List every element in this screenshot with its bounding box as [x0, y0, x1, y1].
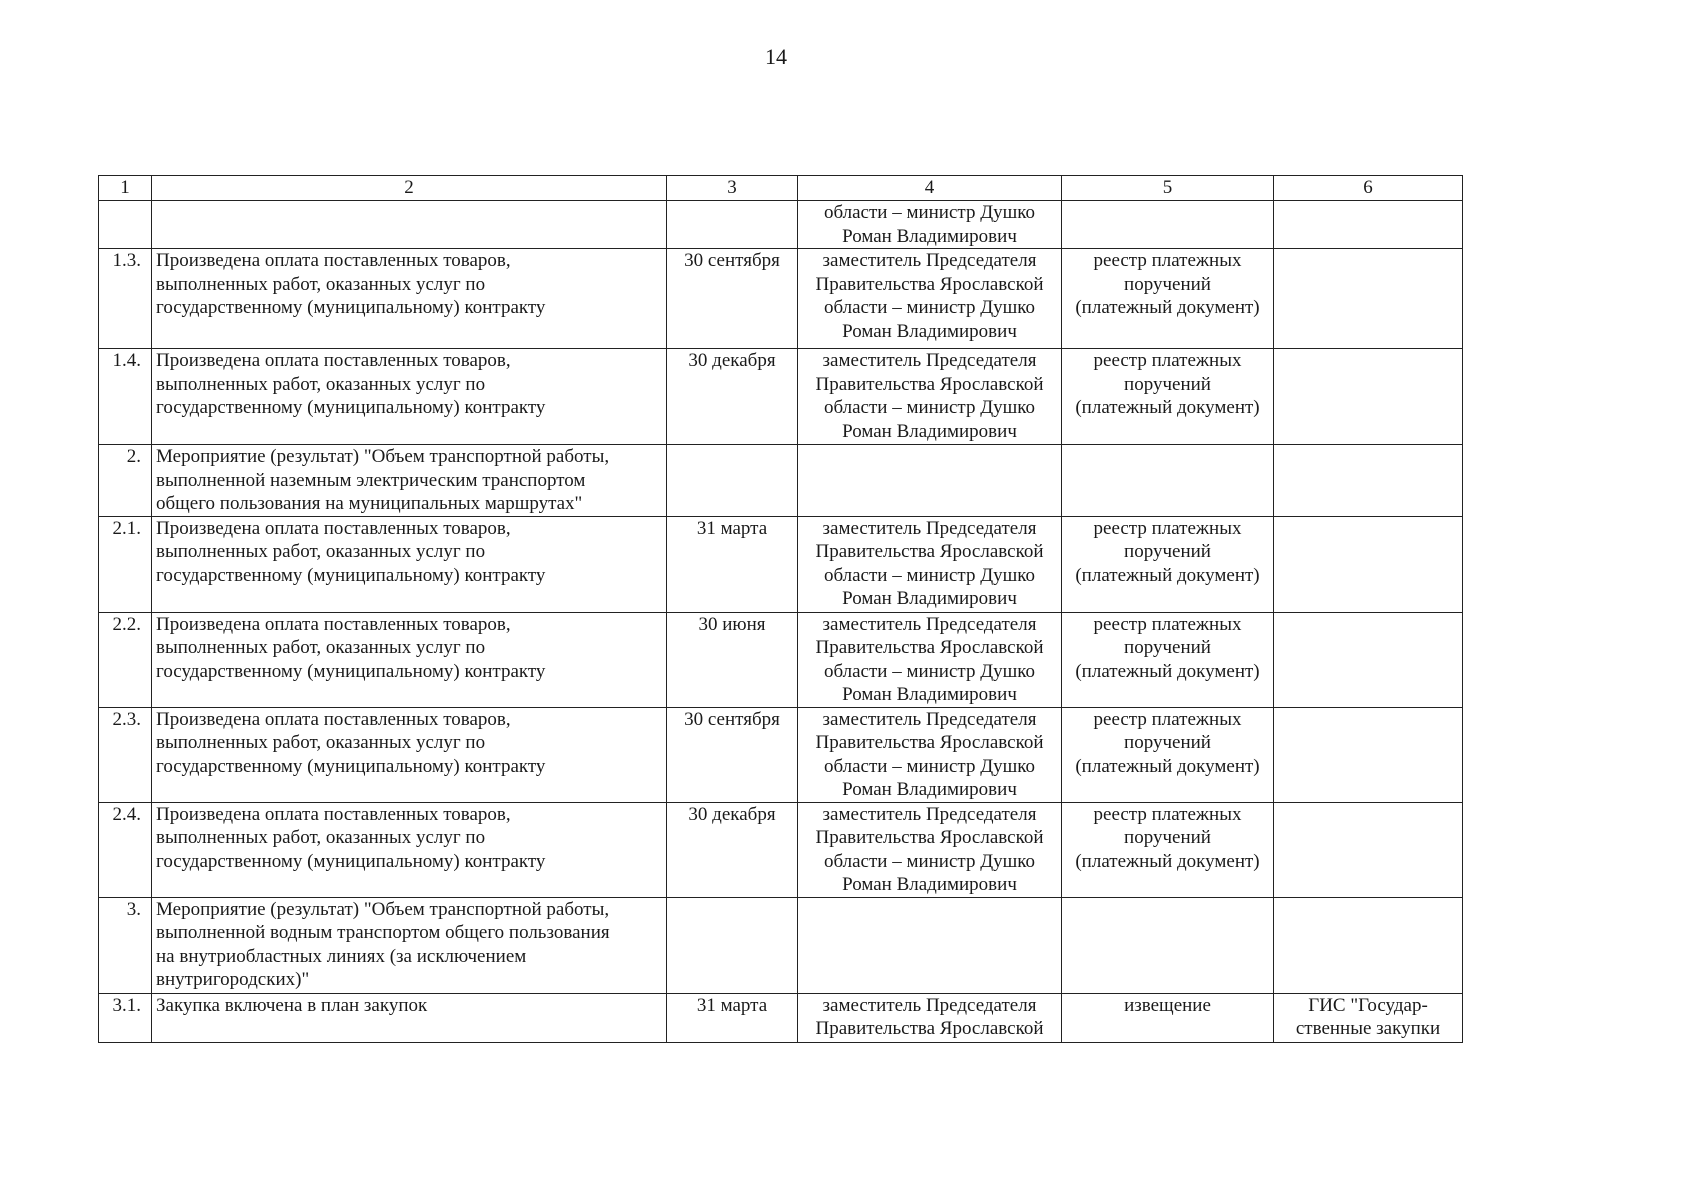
row-number-text: 1.3.	[112, 250, 141, 271]
row-responsible-text: заместитель Председателя Правительства Ярославской области – министр Душко Роман Владимирович	[815, 613, 1044, 705]
row-description	[152, 897, 667, 993]
row-document-text: извещение	[1124, 994, 1211, 1016]
row-deadline	[667, 897, 798, 993]
column-number-5: 5	[1062, 176, 1274, 201]
row-document-text: реестр платежных поручений (платежный документ)	[1075, 803, 1260, 872]
row-responsible	[798, 445, 1062, 517]
row-description	[152, 993, 667, 1042]
row-document-text: реестр платежных поручений (платежный документ)	[1075, 250, 1260, 318]
row-number-text: 3.1.	[112, 994, 141, 1016]
row-information-system	[1274, 201, 1463, 249]
row-number	[99, 993, 152, 1042]
column-number-row	[99, 176, 1463, 201]
row-description-text: Произведена оплата поставленных товаров, выполненных работ, оказанных услуг по государственному (муниципальному) контракту	[156, 350, 546, 418]
measures-table	[98, 175, 1463, 1043]
row-number-text: 2.	[126, 446, 141, 467]
row-responsible-text: заместитель Председателя Правительства Ярославской области – министр Душко Роман Владимирович	[815, 517, 1044, 609]
row-description	[152, 349, 667, 445]
row-deadline	[667, 802, 798, 897]
row-deadline-text: 30 июня	[698, 613, 766, 635]
row-deadline	[667, 445, 798, 517]
row-deadline	[667, 516, 798, 612]
row-number-text: 1.4.	[112, 350, 141, 371]
table-row	[99, 612, 1463, 707]
table-body	[99, 176, 1463, 1043]
row-document	[1062, 707, 1274, 802]
row-information-system	[1274, 802, 1463, 897]
row-description-text: Мероприятие (результат) "Объем транспортной работы, выполненной наземным электрическим транспортом общего пользования на муниципальных маршрутах"	[156, 446, 610, 514]
row-information-system	[1274, 897, 1463, 993]
row-responsible	[798, 802, 1062, 897]
row-description	[152, 516, 667, 612]
row-document	[1062, 445, 1274, 517]
row-number	[99, 516, 152, 612]
row-number	[99, 802, 152, 897]
row-description	[152, 707, 667, 802]
row-document	[1062, 201, 1274, 249]
row-information-system	[1274, 612, 1463, 707]
row-document	[1062, 993, 1274, 1042]
row-responsible	[798, 612, 1062, 707]
row-deadline-text: 30 декабря	[688, 350, 776, 371]
column-number-6: 6	[1274, 176, 1463, 201]
row-document	[1062, 249, 1274, 349]
row-responsible	[798, 516, 1062, 612]
row-number	[99, 897, 152, 993]
row-document-text: реестр платежных поручений (платежный документ)	[1075, 350, 1260, 418]
row-information-system	[1274, 445, 1463, 517]
table-row	[99, 993, 1463, 1042]
row-document-text: реестр платежных поручений (платежный документ)	[1075, 708, 1260, 777]
row-information-system-text: ГИС "Государ- ственные закупки	[1295, 994, 1441, 1039]
row-number	[99, 201, 152, 249]
row-description-text: Произведена оплата поставленных товаров, выполненных работ, оказанных услуг по государственному (муниципальному) контракту	[156, 250, 546, 318]
row-responsible	[798, 201, 1062, 249]
row-document-text: реестр платежных поручений (платежный документ)	[1075, 613, 1260, 682]
table-row	[99, 349, 1463, 445]
row-number	[99, 445, 152, 517]
row-information-system	[1274, 349, 1463, 445]
row-deadline-text: 31 марта	[696, 517, 768, 539]
row-number	[99, 612, 152, 707]
row-description	[152, 445, 667, 517]
row-information-system	[1274, 707, 1463, 802]
table-row	[99, 707, 1463, 802]
row-document	[1062, 802, 1274, 897]
row-deadline-text: 30 декабря	[688, 803, 776, 825]
row-document	[1062, 349, 1274, 445]
row-deadline	[667, 993, 798, 1042]
row-responsible	[798, 249, 1062, 349]
row-description-text: Произведена оплата поставленных товаров, выполненных работ, оказанных услуг по государственному (муниципальному) контракту	[156, 803, 546, 872]
row-information-system	[1274, 993, 1463, 1042]
row-responsible	[798, 349, 1062, 445]
column-number-2: 2	[152, 176, 667, 201]
column-number-3: 3	[667, 176, 798, 201]
row-description	[152, 249, 667, 349]
row-information-system	[1274, 249, 1463, 349]
table-row	[99, 445, 1463, 517]
row-responsible-text: области – министр Душко Роман Владимирович	[823, 202, 1036, 247]
row-responsible-text: заместитель Председателя Правительства Ярославской области – министр Душко Роман Владимирович	[815, 250, 1044, 342]
row-deadline	[667, 612, 798, 707]
row-deadline-text: 30 сентября	[684, 708, 780, 730]
row-document	[1062, 612, 1274, 707]
row-document	[1062, 516, 1274, 612]
column-number-4: 4	[798, 176, 1062, 201]
row-document-text: реестр платежных поручений (платежный документ)	[1075, 517, 1260, 586]
row-responsible	[798, 993, 1062, 1042]
row-responsible-text: заместитель Председателя Правительства Ярославской области – министр Душко Роман Владимирович	[815, 708, 1044, 800]
row-document	[1062, 897, 1274, 993]
row-deadline	[667, 349, 798, 445]
row-description-text: Закупка включена в план закупок	[156, 994, 428, 1016]
table-row	[99, 201, 1463, 249]
row-responsible	[798, 707, 1062, 802]
row-information-system	[1274, 516, 1463, 612]
row-number-text: 2.3.	[112, 708, 141, 730]
row-responsible-text: заместитель Председателя Правительства Ярославской	[815, 994, 1044, 1039]
row-number-text: 3.	[126, 898, 141, 920]
row-number-text: 2.1.	[112, 517, 141, 539]
row-description-text: Произведена оплата поставленных товаров, выполненных работ, оказанных услуг по государственному (муниципальному) контракту	[156, 613, 546, 682]
column-number-1: 1	[99, 176, 152, 201]
row-number-text: 2.2.	[112, 613, 141, 635]
row-deadline-text: 30 сентября	[684, 250, 780, 271]
row-responsible	[798, 897, 1062, 993]
row-description	[152, 201, 667, 249]
row-number	[99, 349, 152, 445]
row-responsible-text: заместитель Председателя Правительства Ярославской области – министр Душко Роман Владимирович	[815, 350, 1044, 442]
row-deadline	[667, 707, 798, 802]
table-row	[99, 249, 1463, 349]
row-number	[99, 249, 152, 349]
row-deadline-text: 31 марта	[696, 994, 768, 1016]
row-description-text: Мероприятие (результат) "Объем транспортной работы, выполненной водным транспортом общего пользования на внутриобластных линиях (за исключением внутригородских)"	[156, 898, 610, 990]
row-responsible-text: заместитель Председателя Правительства Ярославской области – министр Душко Роман Владимирович	[815, 803, 1044, 895]
page-number: 14	[765, 44, 787, 69]
row-deadline	[667, 249, 798, 349]
row-number	[99, 707, 152, 802]
row-number-text: 2.4.	[112, 803, 141, 825]
row-description-text: Произведена оплата поставленных товаров, выполненных работ, оказанных услуг по государственному (муниципальному) контракту	[156, 708, 546, 777]
table-row	[99, 516, 1463, 612]
row-description	[152, 802, 667, 897]
row-description	[152, 612, 667, 707]
row-description-text: Произведена оплата поставленных товаров, выполненных работ, оказанных услуг по государственному (муниципальному) контракту	[156, 517, 546, 586]
table-row	[99, 897, 1463, 993]
table-row	[99, 802, 1463, 897]
row-deadline	[667, 201, 798, 249]
